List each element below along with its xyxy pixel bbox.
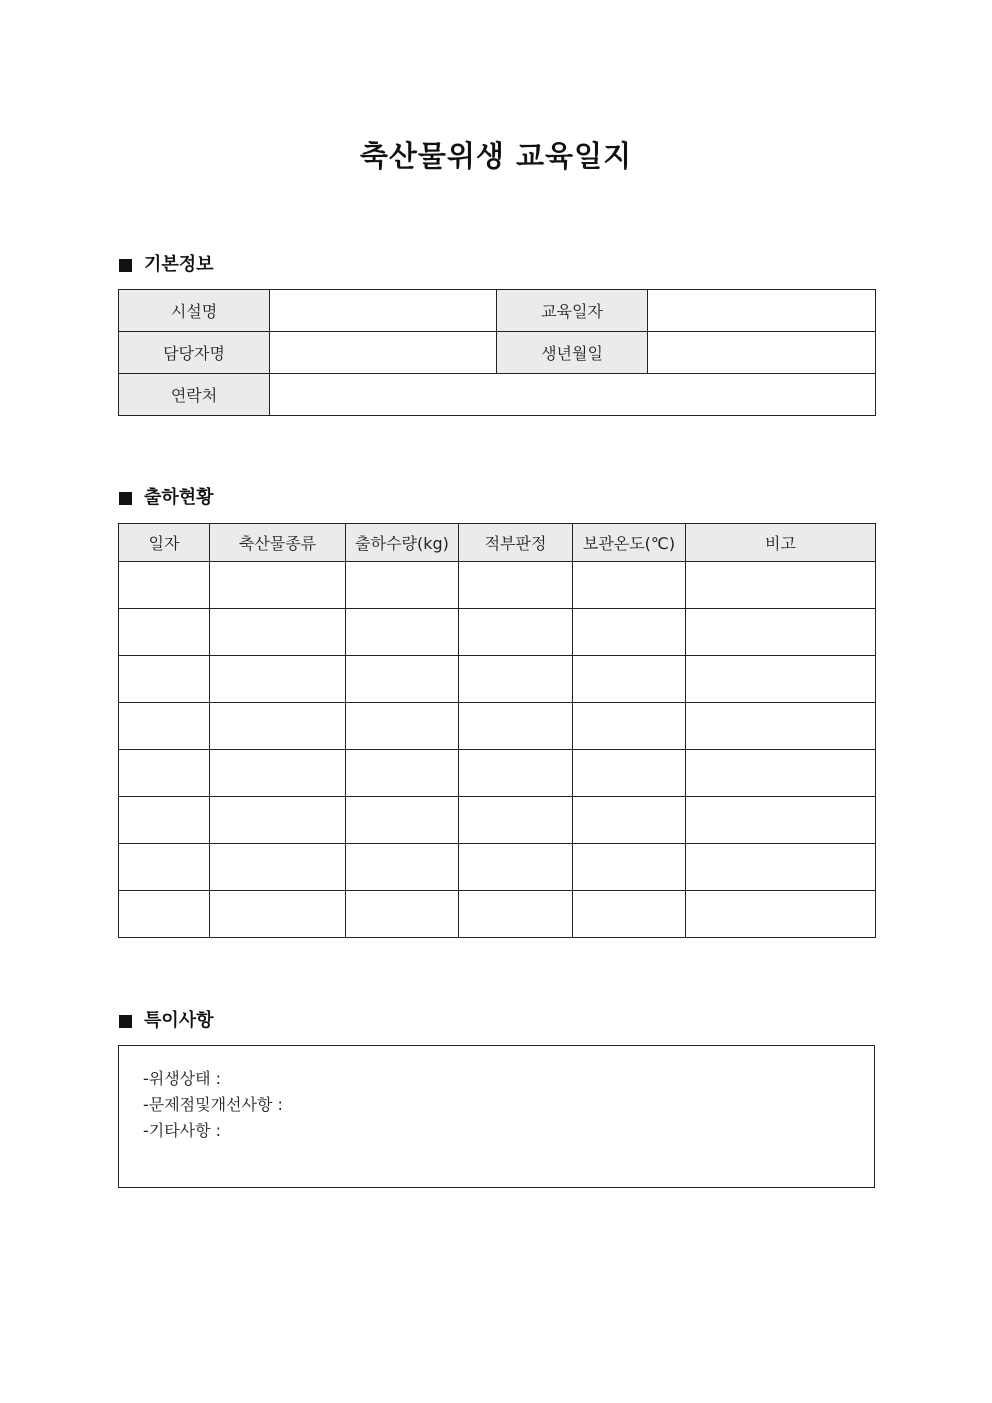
column-header-product-type: 축산물종류 <box>210 524 346 562</box>
section-heading-label: 기본정보 <box>144 254 214 275</box>
column-header-date: 일자 <box>119 524 210 562</box>
education-date-label: 교육일자 <box>497 290 648 332</box>
table-cell[interactable] <box>459 797 573 844</box>
table-row <box>119 290 876 332</box>
table-cell[interactable] <box>686 891 876 938</box>
table-cell[interactable] <box>686 844 876 891</box>
table-cell[interactable] <box>686 609 876 656</box>
education-date-field[interactable] <box>648 290 876 332</box>
table-cell[interactable] <box>346 703 459 750</box>
table-row <box>119 797 876 844</box>
table-row <box>119 891 876 938</box>
notes-list <box>119 1046 874 1144</box>
table-row <box>119 844 876 891</box>
page-title: 축산물위생 교육일지 <box>359 139 633 173</box>
table-cell[interactable] <box>210 703 346 750</box>
table-row <box>119 562 876 609</box>
table-cell[interactable] <box>573 562 686 609</box>
table-cell[interactable] <box>210 562 346 609</box>
table-row <box>119 703 876 750</box>
table-cell[interactable] <box>210 891 346 938</box>
table-cell[interactable] <box>686 750 876 797</box>
table-row <box>119 609 876 656</box>
facility-field[interactable] <box>270 290 497 332</box>
table-cell[interactable] <box>573 609 686 656</box>
table-cell[interactable] <box>346 562 459 609</box>
table-cell[interactable] <box>459 891 573 938</box>
table-row <box>119 332 876 374</box>
table-cell[interactable] <box>119 797 210 844</box>
table-cell[interactable] <box>346 656 459 703</box>
manager-label: 담당자명 <box>119 332 270 374</box>
contact-label: 연락처 <box>119 374 270 416</box>
table-cell[interactable] <box>573 656 686 703</box>
section-heading-notes <box>119 1009 214 1033</box>
table-header-row <box>119 524 876 562</box>
note-hygiene-status: -위생상태 : <box>143 1069 222 1088</box>
table-cell[interactable] <box>346 609 459 656</box>
table-cell[interactable] <box>573 891 686 938</box>
column-header-storage-temp: 보관온도(℃) <box>573 524 686 562</box>
basic-info-table <box>118 289 876 416</box>
manager-field[interactable] <box>270 332 497 374</box>
table-cell[interactable] <box>119 891 210 938</box>
table-cell[interactable] <box>119 844 210 891</box>
contact-field[interactable] <box>270 374 876 416</box>
section-heading-label: 특이사항 <box>144 1010 214 1031</box>
table-cell[interactable] <box>119 703 210 750</box>
table-cell[interactable] <box>119 750 210 797</box>
section-heading-shipment <box>119 486 214 510</box>
table-cell[interactable] <box>119 609 210 656</box>
facility-label: 시설명 <box>119 290 270 332</box>
table-cell[interactable] <box>686 656 876 703</box>
table-cell[interactable] <box>346 844 459 891</box>
table-cell[interactable] <box>573 750 686 797</box>
table-cell[interactable] <box>686 562 876 609</box>
birth-date-field[interactable] <box>648 332 876 374</box>
table-cell[interactable] <box>459 750 573 797</box>
table-cell[interactable] <box>346 891 459 938</box>
column-header-remarks: 비고 <box>686 524 876 562</box>
table-cell[interactable] <box>210 844 346 891</box>
table-row <box>119 374 876 416</box>
table-cell[interactable] <box>210 797 346 844</box>
table-row <box>119 656 876 703</box>
shipment-table <box>118 523 876 938</box>
black-square-icon <box>119 259 132 272</box>
table-cell[interactable] <box>119 656 210 703</box>
table-cell[interactable] <box>573 703 686 750</box>
column-header-judgement: 적부판정 <box>459 524 573 562</box>
birth-date-label: 생년월일 <box>497 332 648 374</box>
table-cell[interactable] <box>210 656 346 703</box>
black-square-icon <box>119 1015 132 1028</box>
table-cell[interactable] <box>459 656 573 703</box>
table-cell[interactable] <box>346 750 459 797</box>
table-cell[interactable] <box>459 844 573 891</box>
column-header-quantity: 출하수량(kg) <box>346 524 459 562</box>
table-cell[interactable] <box>210 609 346 656</box>
table-cell[interactable] <box>459 609 573 656</box>
table-cell[interactable] <box>573 797 686 844</box>
table-cell[interactable] <box>686 703 876 750</box>
table-cell[interactable] <box>459 703 573 750</box>
section-heading-label: 출하현황 <box>144 487 214 508</box>
table-cell[interactable] <box>686 797 876 844</box>
table-cell[interactable] <box>573 844 686 891</box>
table-row <box>119 750 876 797</box>
section-heading-basic-info <box>119 253 214 277</box>
table-cell[interactable] <box>459 562 573 609</box>
note-other-matters: -기타사항 : <box>143 1121 222 1140</box>
table-cell[interactable] <box>119 562 210 609</box>
notes-box[interactable] <box>118 1045 875 1188</box>
note-problems-improvements: -문제점및개선사항 : <box>143 1095 283 1114</box>
black-square-icon <box>119 492 132 505</box>
table-cell[interactable] <box>346 797 459 844</box>
table-cell[interactable] <box>210 750 346 797</box>
